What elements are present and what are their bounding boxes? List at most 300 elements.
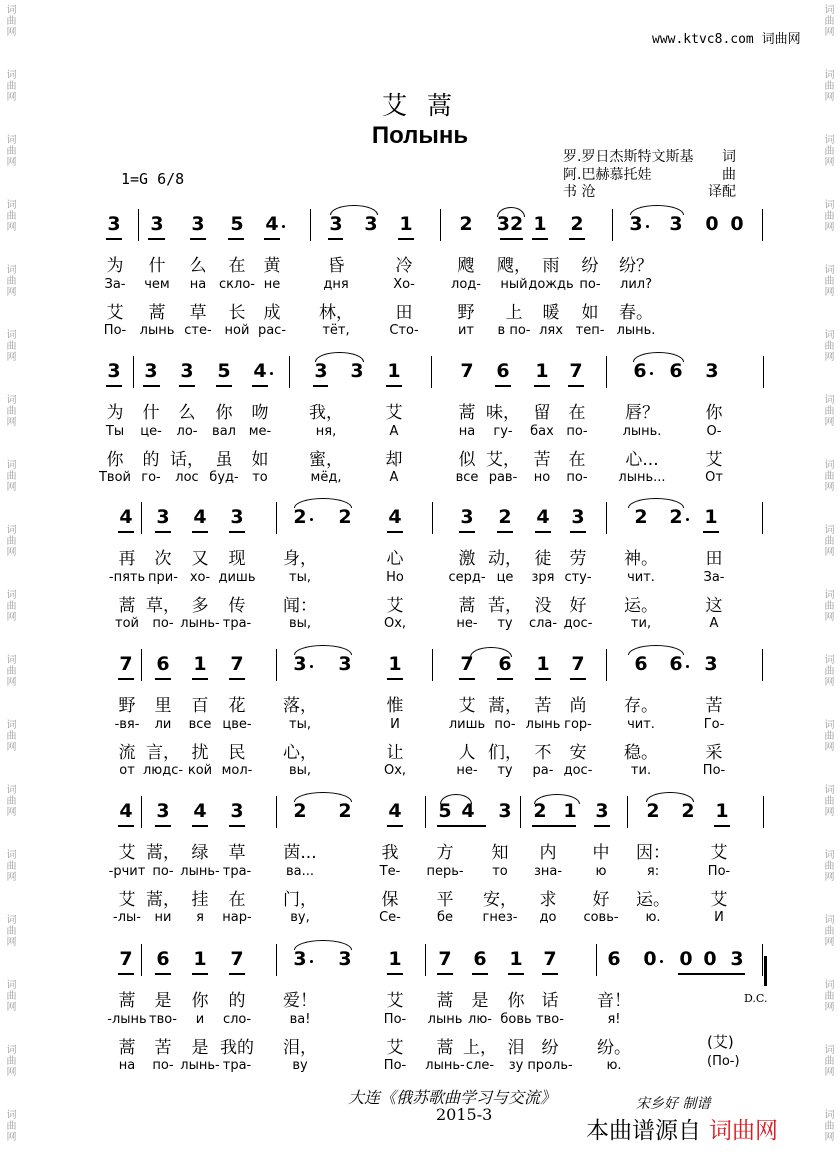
lyric-ru: тра- [222, 1058, 252, 1073]
lyric-ru: рав- [488, 470, 518, 485]
lyric-ru: А [389, 424, 399, 439]
lyric-ru: А [389, 470, 399, 485]
note: 4 [193, 506, 207, 528]
lyric-ru: лынь [525, 717, 561, 732]
note: 2 [646, 800, 660, 822]
note: 3 [338, 948, 352, 970]
note: 3 [156, 800, 170, 822]
song-title-cn: 艾 蒿 [382, 91, 458, 120]
note-underline [229, 973, 245, 975]
note: 7 [543, 948, 557, 970]
lyric-ru: лынь. [622, 424, 662, 439]
note: 2 [669, 506, 683, 528]
site-url[interactable]: www.ktvc8.com [652, 32, 754, 47]
note: 5 [217, 360, 231, 382]
lyric-cn: 言， [146, 743, 180, 763]
note-dot [660, 960, 663, 963]
lyric-cn: 话 [541, 991, 559, 1011]
note: 4 [253, 360, 267, 382]
lyric-ru: дождь [528, 277, 574, 292]
watermark-mark: 词曲网 [4, 134, 15, 167]
bar-line [763, 356, 764, 388]
lyric-ru: Те- [379, 864, 401, 879]
lyric-ru: Хо- [393, 277, 415, 292]
lyric-cn: 蒿， [146, 890, 180, 910]
lyric-cn: 我， [309, 403, 343, 423]
watermark-mark: 词曲网 [4, 914, 15, 947]
note: 2 [459, 213, 473, 235]
lyric-ru: ты, [289, 570, 311, 585]
lyric-cn: 又 [191, 549, 209, 569]
note-underline [508, 973, 524, 975]
lyric-cn: 民 [228, 743, 246, 763]
lyric-cn: 苦 [154, 1038, 172, 1058]
note-underline [313, 385, 328, 387]
lyric-ru: ва! [289, 1012, 311, 1027]
lyric-ru: теп- [575, 323, 605, 338]
site-header[interactable] [652, 28, 801, 47]
note-underline [192, 973, 208, 975]
note-underline [192, 531, 208, 533]
watermark-mark: 词曲网 [4, 329, 15, 362]
note-underline [387, 825, 403, 827]
lyric-cn: 运。 [636, 890, 670, 910]
lyric-ru: серд- [448, 570, 486, 585]
lyric-ru: За- [703, 570, 725, 585]
lyric-ru: -лынь [107, 1012, 147, 1027]
lyric-cn: 蒿 [148, 303, 166, 323]
lyric-cn: 蒿 [118, 1038, 136, 1058]
note-dot [650, 372, 653, 375]
lyric-ru: нар- [222, 910, 252, 925]
lyric-ru: По- [702, 763, 726, 778]
note-underline [106, 385, 122, 387]
note-underline [387, 678, 403, 680]
lyric-ru: от [119, 763, 135, 778]
note: 6 [607, 948, 621, 970]
note-dot [270, 372, 273, 375]
lyric-cn: 蜜， [309, 450, 343, 470]
lyric-ru: по- [152, 616, 174, 631]
lyric-ru: я: [646, 864, 660, 879]
lyric-cn: 蒿 [458, 596, 476, 616]
note: 4 [119, 800, 133, 822]
lyric-ru: За- [104, 277, 126, 292]
lyric-ru: тра- [222, 616, 252, 631]
lyric-ru: ю. [606, 1058, 622, 1073]
lyric-cn: 运。 [624, 596, 658, 616]
lyric-cn: 艾 [118, 890, 136, 910]
note-underline [118, 973, 134, 975]
lyric-ru: на [458, 424, 476, 439]
note-underline [500, 238, 523, 240]
lyric-ru: ту [497, 763, 513, 778]
lyric-ru: зна- [533, 864, 563, 879]
lyric-cn: 你 [191, 991, 209, 1011]
ending-cn: (艾) [707, 1033, 734, 1051]
lyric-ru: хо- [189, 570, 211, 585]
note-underline [398, 238, 414, 240]
note-underline [472, 973, 488, 975]
lyric-cn: 成 [263, 303, 281, 323]
lyric-ru: И [714, 910, 724, 925]
lyric-ru: ме- [248, 424, 272, 439]
watermark-mark: 词曲网 [822, 459, 833, 492]
lyric-ru: по- [566, 470, 588, 485]
lyric-ru: по- [494, 717, 516, 732]
lyric-cn: 艾 [106, 303, 124, 323]
lyric-cn: 动， [488, 549, 522, 569]
lyric-ru: ю [595, 864, 607, 879]
lyric-cn: 什 [148, 256, 166, 276]
bar-line [141, 649, 142, 681]
note: 4 [388, 800, 402, 822]
lyric-ru: сле- [465, 1058, 495, 1073]
note: 1 [193, 948, 207, 970]
lyric-cn: 上， [463, 1038, 497, 1058]
lyric-ru: ло- [176, 424, 198, 439]
note-underline [118, 531, 134, 533]
lyric-cn: 艾 [386, 1038, 404, 1058]
lyric-cn: 纷 [581, 256, 599, 276]
lyric-cn: 长 [228, 303, 246, 323]
bar-line [440, 209, 441, 241]
lyric-cn: 这 [705, 596, 723, 616]
note: 1 [509, 948, 523, 970]
lyric-cn: 不 [534, 743, 552, 763]
note: 7 [119, 653, 133, 675]
lyric-ru: гу- [493, 424, 513, 439]
note-underline [155, 678, 171, 680]
lyric-cn: 纷 [541, 1038, 559, 1058]
lyric-cn: 雨 [542, 256, 560, 276]
note-dot [646, 225, 649, 228]
lyric-cn: 昏 [327, 256, 345, 276]
lyric-cn: 惟 [386, 696, 404, 716]
watermark-mark: 词曲网 [822, 134, 833, 167]
lyric-cn: 是 [154, 991, 172, 1011]
lyric-ru: -вя- [114, 717, 140, 732]
note-underline [569, 238, 585, 240]
note-underline [328, 238, 343, 240]
lyric-cn: 你 [106, 450, 124, 470]
note: 3 [460, 506, 474, 528]
lyric-ru: на [189, 277, 207, 292]
note: 3 [107, 213, 121, 235]
note: 3 [230, 800, 244, 822]
note: 7 [230, 948, 244, 970]
note: 7 [569, 360, 583, 382]
bar-line [432, 649, 433, 681]
note: 3 [364, 213, 378, 235]
lyric-ru: лос [175, 470, 199, 485]
slur [628, 498, 684, 508]
note: 4 [193, 800, 207, 822]
lyric-ru: тра- [222, 864, 252, 879]
note: 3 [571, 506, 585, 528]
lyric-cn: 艾 [705, 450, 723, 470]
note-underline [387, 531, 403, 533]
note: 2 [570, 213, 584, 235]
note-underline [387, 973, 403, 975]
note-underline [678, 973, 745, 975]
lyric-ru: лод- [451, 277, 481, 292]
note-underline [155, 531, 171, 533]
note: 7 [119, 948, 133, 970]
watermark-right [822, 0, 836, 1169]
lyric-ru: ли [154, 717, 172, 732]
lyric-cn: 心， [283, 743, 317, 763]
lyric-ru: гнез- [482, 910, 518, 925]
lyric-ru: той [115, 616, 139, 631]
lyric-cn: 扰 [191, 743, 209, 763]
lyric-cn: 的 [142, 450, 160, 470]
watermark-mark: 词曲网 [822, 914, 833, 947]
note: 3 [156, 506, 170, 528]
lyric-cn: 次 [154, 549, 172, 569]
lyric-ru: тво- [536, 1012, 564, 1027]
lyric-cn: 似 [458, 450, 476, 470]
note: 3 [705, 360, 719, 382]
lyric-ru: людс- [142, 763, 184, 778]
lyric-cn: 传 [228, 596, 246, 616]
lyric-ru: кой [187, 763, 213, 778]
slur [646, 792, 694, 802]
lyric-cn: 稳。 [624, 743, 658, 763]
slur [630, 205, 684, 215]
note: 4 [119, 506, 133, 528]
watermark-mark: 词曲网 [4, 654, 15, 687]
note: 7 [460, 360, 474, 382]
lyric-ru: буд- [209, 470, 239, 485]
note: 3 [338, 653, 352, 675]
lyric-cn: 么 [189, 256, 207, 276]
lyric-ru: це [496, 570, 514, 585]
source-credit[interactable] [586, 1112, 778, 1145]
lyric-cn: 蒿 [436, 1038, 454, 1058]
watermark-mark: 词曲网 [822, 69, 833, 102]
footer-source-line: 大连《俄苏歌曲学习与交流》 [348, 1088, 557, 1107]
bar-line [276, 796, 277, 828]
note: 0 [643, 948, 657, 970]
slur [315, 352, 364, 362]
note: 0 [703, 948, 717, 970]
note-underline [192, 825, 208, 827]
note: 1 [399, 213, 413, 235]
lyric-ru: проль- [527, 1058, 573, 1073]
lyric-ru: -рчит [108, 864, 146, 879]
note-underline [703, 531, 719, 533]
lyric-cn: 苦 [705, 696, 723, 716]
note: 32 [496, 213, 524, 235]
lyric-cn: 好 [569, 596, 587, 616]
lyric-cn: 艾 [385, 403, 403, 423]
slur [440, 794, 472, 804]
bar-line [762, 649, 763, 681]
lyric-ru: по- [152, 1058, 174, 1073]
lyric-ru: до [539, 910, 557, 925]
lyric-ru: чит. [627, 570, 655, 585]
note: 1 [387, 360, 401, 382]
lyric-cn: 草 [189, 303, 207, 323]
note: 4 [388, 506, 402, 528]
note: 6 [156, 948, 170, 970]
watermark-mark: 词曲网 [822, 1109, 833, 1142]
lyric-cn: 冷 [395, 256, 413, 276]
note: 4 [461, 800, 475, 822]
lyric-cn: 暖 [542, 303, 560, 323]
note: 3 [150, 213, 164, 235]
note: 1 [536, 653, 550, 675]
lyric-cn: 你 [507, 991, 525, 1011]
note-dot [310, 665, 313, 668]
note: 3 [595, 800, 609, 822]
source-site[interactable]: 词曲网 [709, 1118, 778, 1144]
lyric-cn: 让 [386, 743, 404, 763]
lyric-ru: ной [224, 323, 250, 338]
slur [497, 207, 525, 217]
lyric-cn: 现 [228, 549, 246, 569]
lyric-cn: 存。 [624, 696, 658, 716]
note: 3 [293, 948, 307, 970]
lyric-ru: но [533, 470, 551, 485]
note: 3 [144, 360, 158, 382]
slur [294, 792, 352, 802]
bar-line [762, 944, 763, 976]
slur [633, 352, 684, 362]
lyric-cn: 内 [539, 843, 557, 863]
lyric-cn: 安 [569, 743, 587, 763]
note-dot [310, 960, 313, 963]
lyric-ru: От [705, 470, 723, 485]
note: 6 [498, 653, 512, 675]
note-underline [497, 678, 513, 680]
note-underline [148, 238, 165, 240]
lyric-ru: лынь- [180, 1058, 220, 1073]
lyric-ru: перь- [426, 864, 464, 879]
key-signature: 1=G 6/8 [121, 170, 185, 188]
note: 2 [634, 506, 648, 528]
lyric-cn: 野 [457, 303, 475, 323]
lyric-ru: при- [148, 570, 178, 585]
bar-line [606, 502, 607, 534]
lyric-cn: 却 [385, 450, 403, 470]
lyric-ru: Ты [105, 424, 125, 439]
watermark-mark: 词曲网 [822, 784, 833, 817]
bar-line [432, 502, 433, 534]
lyric-ru: сла- [528, 616, 558, 631]
lyric-ru: И [390, 717, 400, 732]
lyric-ru: ву [292, 1058, 308, 1073]
note: 6 [633, 360, 647, 382]
note-underline [535, 531, 551, 533]
lyric-ru: лынь- [180, 616, 220, 631]
bar-line [141, 796, 142, 828]
lyric-cn: 闻： [283, 596, 317, 616]
lyric-ru: лынь [139, 323, 175, 338]
lyric-cn: 的 [228, 991, 246, 1011]
bar-line [425, 796, 426, 828]
lyric-ru: ра- [532, 763, 554, 778]
lyric-ru: совь- [583, 910, 619, 925]
note-underline [155, 825, 171, 827]
watermark-mark: 词曲网 [4, 69, 15, 102]
lyric-cn: 为 [106, 403, 124, 423]
note: 6 [156, 653, 170, 675]
lyric-cn: 知 [491, 843, 509, 863]
lyric-ru: вал [212, 424, 236, 439]
lyric-cn: 绿 [191, 843, 209, 863]
lyric-ru: ву, [290, 910, 310, 925]
note-underline [118, 825, 134, 827]
note-underline [534, 385, 550, 387]
lyric-ru: лынь. [616, 323, 656, 338]
lyric-ru: не- [456, 616, 478, 631]
lyric-cn: 在 [228, 256, 246, 276]
bar-line [276, 649, 277, 681]
watermark-mark: 词曲网 [822, 199, 833, 232]
note: 1 [535, 360, 549, 382]
watermark-mark: 词曲网 [4, 199, 15, 232]
lyric-ru: по- [152, 864, 174, 879]
lyric-cn: 保 [381, 890, 399, 910]
lyric-ru: дишь [218, 570, 256, 585]
lyric-cn: 蒿 [458, 403, 476, 423]
source-text: 本曲谱源自 [586, 1118, 701, 1144]
lyric-ru: бах [530, 424, 554, 439]
lyric-cn: 泪 [507, 1038, 525, 1058]
lyric-cn: 么 [178, 403, 196, 423]
note: 4 [536, 506, 550, 528]
slur [470, 647, 512, 657]
note-underline [570, 531, 586, 533]
lyric-ru: мёд, [310, 470, 342, 485]
note-underline [190, 238, 206, 240]
lyric-cn: 蒿， [146, 843, 180, 863]
credit-lyricist: 罗.罗日杰斯特文斯基 词 [563, 149, 736, 165]
lyric-ru: А [709, 616, 719, 631]
lyric-ru: Но [386, 570, 404, 585]
lyric-ru: Го- [703, 717, 725, 732]
lyric-ru: Се- [379, 910, 401, 925]
lyric-ru: на [118, 1058, 136, 1073]
lyric-ru: тёт, [322, 323, 350, 338]
lyric-cn: 尚 [569, 696, 587, 716]
lyric-cn: 艾 [710, 890, 728, 910]
lyric-ru: О- [706, 424, 722, 439]
bar-line [612, 209, 613, 241]
final-bar [764, 956, 767, 986]
lyric-cn: 再 [118, 549, 136, 569]
bar-line [596, 944, 597, 976]
note-dot [686, 518, 689, 521]
lyric-ru: все [188, 717, 212, 732]
note: 3 [350, 360, 364, 382]
lyric-cn: 安， [483, 890, 517, 910]
bar-line [431, 356, 432, 388]
da-capo-mark: D.C. [744, 992, 768, 1005]
lyric-cn: 是 [471, 991, 489, 1011]
note: 2 [498, 506, 512, 528]
note: 1 [533, 213, 547, 235]
note-underline [192, 678, 208, 680]
lyric-cn: 徒 [534, 549, 552, 569]
lyric-ru: тво- [149, 1012, 177, 1027]
site-name[interactable]: 词曲网 [761, 32, 801, 47]
watermark-mark: 词曲网 [4, 524, 15, 557]
note-underline [459, 531, 475, 533]
footer-maker: 宋乡好 制谱 [636, 1096, 711, 1112]
